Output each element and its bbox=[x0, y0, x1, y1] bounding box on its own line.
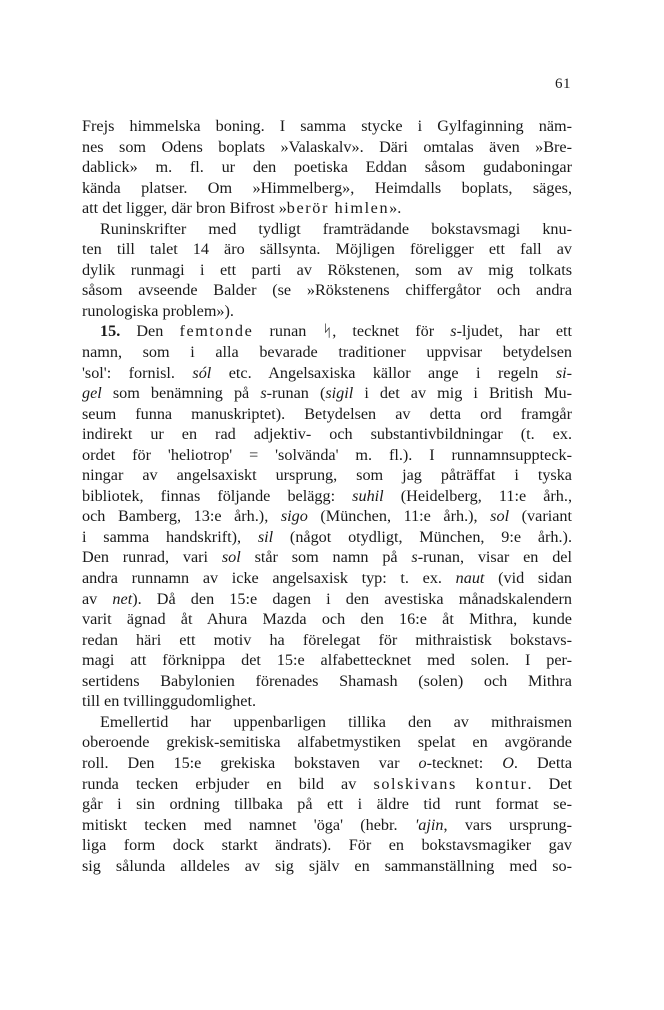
text-line bbox=[82, 609, 572, 630]
text-segment: net bbox=[112, 589, 133, 608]
text-line bbox=[82, 589, 572, 610]
text-line bbox=[82, 178, 572, 199]
text-segment: redan häri ett motiv ha förelegat för mithraistisk bokstavs- bbox=[82, 630, 572, 649]
text-line bbox=[82, 239, 572, 260]
text-segment: såsom avseende Balder (se »Rökstenens chiffergåtor och andra bbox=[82, 281, 572, 300]
text-segment: indirekt ur en rad adjektiv- och substantivbildningar (t. ex. bbox=[82, 425, 572, 444]
text-segment: gel bbox=[82, 384, 102, 403]
text-line bbox=[82, 774, 572, 795]
text-segment: (variant bbox=[509, 507, 572, 526]
text-segment: går i sin ordning tillbaka på ett i äldre tid runt format se- bbox=[82, 795, 572, 814]
text-segment: roll. Den 15:e grekiska bokstaven var bbox=[82, 753, 419, 772]
text-segment: -runan, visar en del bbox=[417, 548, 572, 567]
text-segment: sil bbox=[257, 527, 274, 546]
text-segment: -ljudet, har ett bbox=[456, 322, 573, 341]
text-line bbox=[82, 404, 572, 425]
text-line bbox=[82, 157, 572, 178]
text-segment: sol bbox=[221, 548, 241, 567]
text-segment: och Bamberg, 13:e årh.), bbox=[82, 507, 281, 526]
text-segment: Frejs himmelska boning. I samma stycke i Gylfaginning näm- bbox=[82, 117, 572, 135]
text-segment: kända platser. Om »Himmelberg», Heimdalls boplats, säges, bbox=[82, 178, 572, 197]
text-segment: o bbox=[418, 753, 427, 772]
text-segment: naut bbox=[455, 569, 485, 588]
text-segment: i det av mig i British Mu- bbox=[353, 384, 573, 403]
text-segment: mitiskt tecken med namnet 'öga' (hebr. bbox=[82, 815, 415, 834]
text-segment: Emellertid har uppenbarligen tillika den av mithraismen bbox=[100, 712, 572, 731]
text-segment: sertidens Babylonien förenades Shamash (solen) och Mithra bbox=[82, 671, 572, 690]
text-segment: 'ajin bbox=[414, 815, 444, 834]
text-line bbox=[82, 465, 572, 486]
text-line bbox=[82, 383, 572, 404]
text-segment: till en tvillinggudomlighet. bbox=[82, 692, 257, 711]
text-line bbox=[82, 815, 572, 836]
text-line bbox=[82, 219, 572, 240]
body-text bbox=[82, 116, 572, 876]
text-segment: dylik runmagi i ett parti av Rökstenen, som av mig tolkats bbox=[82, 260, 572, 279]
text-segment: i samma handskrift), bbox=[82, 527, 258, 546]
text-segment: Den runrad, vari bbox=[82, 548, 222, 567]
text-segment: runan ᛋ, tecknet för bbox=[253, 322, 451, 341]
text-segment: bibliotek, finnas följande belägg: bbox=[82, 486, 353, 505]
text-segment: runologiska problem»). bbox=[82, 301, 234, 320]
text-line bbox=[82, 835, 572, 856]
text-segment: s bbox=[411, 548, 418, 567]
text-segment: ordet för 'heliotrop' = 'solvända' m. fl.). I runnamnsuppteck- bbox=[82, 445, 572, 464]
text-segment: magi att förknippa det 15:e alfabettecknet med solen. I per- bbox=[82, 651, 572, 670]
text-segment: s bbox=[450, 322, 457, 341]
text-segment: , vars ursprung- bbox=[443, 815, 572, 834]
text-segment: (München, 11:e årh.), bbox=[307, 507, 491, 526]
text-segment: solskivans kontur bbox=[373, 774, 528, 793]
text-segment: sól bbox=[192, 363, 212, 382]
text-segment: sigil bbox=[325, 384, 354, 403]
text-segment: s bbox=[260, 384, 267, 403]
text-segment: -runan ( bbox=[266, 384, 326, 403]
text-segment: . Det bbox=[527, 774, 572, 793]
text-segment: O bbox=[502, 753, 514, 772]
text-line bbox=[82, 753, 572, 774]
text-line bbox=[82, 527, 572, 548]
text-line bbox=[82, 342, 572, 363]
text-segment: ». bbox=[389, 199, 402, 218]
text-segment: nes som Odens boplats »Valaskalv». Däri omtalas även »Bre- bbox=[82, 137, 572, 156]
text-segment: (vid sidan bbox=[484, 569, 572, 588]
text-line bbox=[82, 321, 572, 342]
text-line bbox=[82, 363, 572, 384]
text-segment: ningar av angelsaxiskt ursprung, som jag påträffat i tyska bbox=[82, 466, 572, 485]
text-line bbox=[82, 794, 572, 815]
text-line bbox=[82, 691, 572, 712]
text-segment: -tecknet: bbox=[426, 753, 503, 772]
text-line bbox=[82, 301, 572, 322]
text-line bbox=[82, 856, 572, 877]
text-line bbox=[82, 732, 572, 753]
text-line bbox=[82, 506, 572, 527]
text-line bbox=[82, 260, 572, 281]
text-segment: Runinskrifter med tydligt framträdande bokstavsmagi knu- bbox=[100, 219, 572, 238]
text-segment: 15. bbox=[100, 322, 121, 341]
text-line bbox=[82, 198, 572, 219]
text-segment: (något otydligt, München, 9:e årh.). bbox=[273, 527, 572, 546]
text-line bbox=[82, 280, 572, 301]
text-segment: ten till talet 14 äro sällsynta. Möjligen föreligger ett fall av bbox=[82, 240, 572, 259]
text-segment: berör himlen bbox=[286, 199, 390, 218]
text-segment: står som namn på bbox=[240, 548, 412, 567]
text-segment: femtonde bbox=[179, 322, 254, 341]
text-line bbox=[82, 650, 572, 671]
text-line bbox=[82, 547, 572, 568]
text-line bbox=[82, 445, 572, 466]
text-segment: oberoende grekisk-semitiska alfabetmystiken spelat en avgörande bbox=[82, 733, 572, 752]
text-segment: som benämning på bbox=[101, 384, 261, 403]
text-segment: namn, som i alla bevarade traditioner uppvisar betydelsen bbox=[82, 343, 572, 362]
text-segment: sigo bbox=[280, 507, 308, 526]
text-segment: . Detta bbox=[513, 753, 573, 772]
text-segment: suhil bbox=[352, 486, 384, 505]
text-line bbox=[82, 568, 572, 589]
text-segment: att det ligger, där bron Bifrost » bbox=[82, 199, 287, 218]
text-line bbox=[82, 137, 572, 158]
text-segment: Den bbox=[120, 322, 180, 341]
text-segment: seum funna manuskriptet). Betydelsen av detta ord framgår bbox=[82, 404, 572, 423]
text-line bbox=[82, 630, 572, 651]
text-segment: runda tecken erbjuder en bild av bbox=[82, 774, 374, 793]
text-segment: andra runnamn av icke angelsaxisk typ: t. ex. bbox=[82, 569, 456, 588]
text-line bbox=[82, 671, 572, 692]
text-segment: sig sålunda alldeles av sig själv en sammanställning med so- bbox=[82, 856, 572, 875]
text-segment: (Heidelberg, 11:e årh., bbox=[383, 486, 572, 505]
text-segment: etc. Angelsaxiska källor ange i regeln bbox=[211, 363, 556, 382]
text-segment: varit ägnad åt Ahura Mazda och den 16:e åt Mithra, kunde bbox=[82, 610, 572, 629]
text-segment: dablick» m. fl. ur den poetiska Eddan såsom gudaboningar bbox=[82, 158, 572, 177]
text-line bbox=[82, 712, 572, 733]
text-segment: av bbox=[82, 589, 113, 608]
text-segment: si- bbox=[555, 363, 573, 382]
text-segment: sol bbox=[490, 507, 510, 526]
text-line bbox=[82, 424, 572, 445]
text-line bbox=[82, 116, 572, 137]
text-segment: 'sol': fornisl. bbox=[82, 363, 193, 382]
text-segment: liga form dock starkt ändrats). För en bokstavsmagiker gav bbox=[82, 836, 572, 855]
text-line bbox=[82, 486, 572, 507]
text-segment: ). Då den 15:e dagen i den avestiska månadskalendern bbox=[132, 589, 572, 608]
page-number: 61 bbox=[555, 76, 571, 92]
